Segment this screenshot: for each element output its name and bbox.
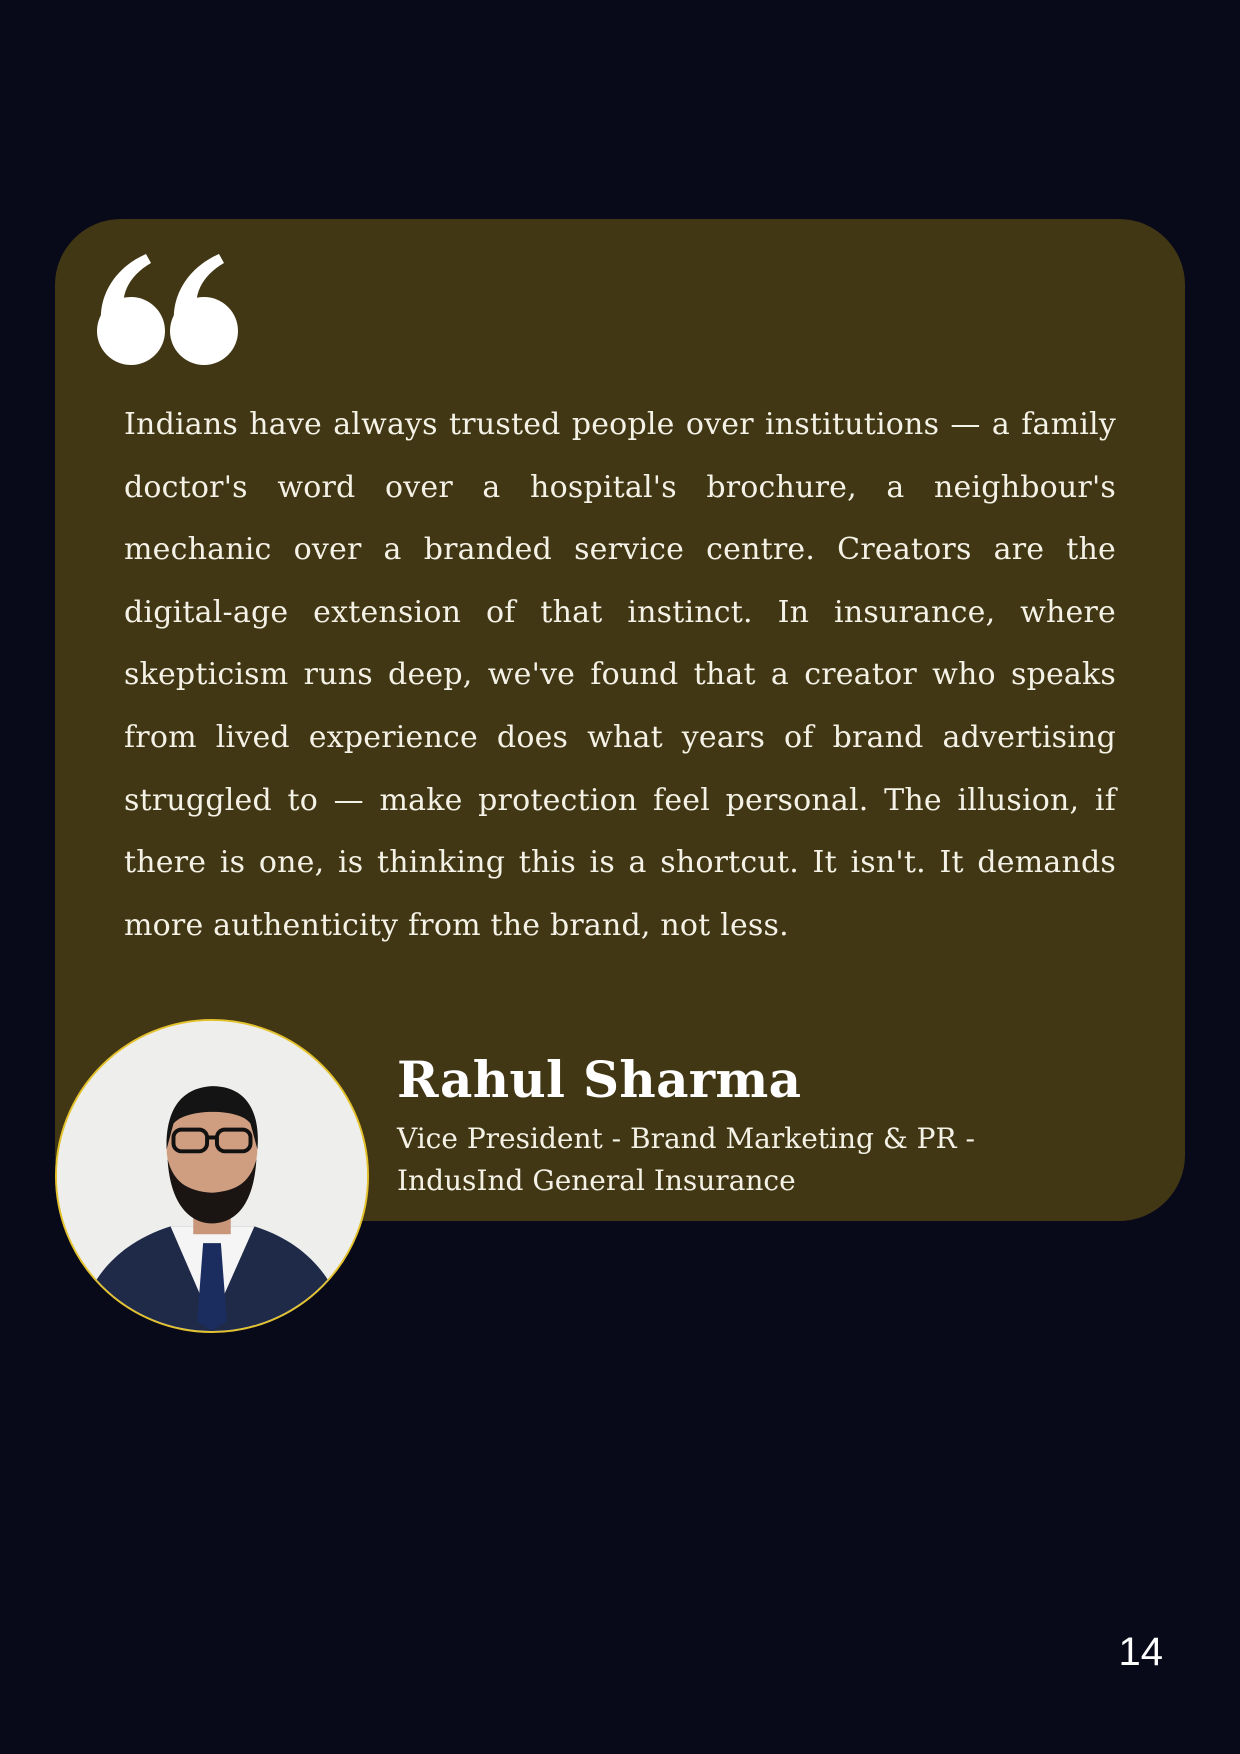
person-name: Rahul Sharma	[397, 1050, 802, 1109]
person-title-line-2: IndusInd General Insurance	[397, 1164, 796, 1197]
avatar	[55, 1019, 369, 1333]
person-photo	[57, 1021, 367, 1331]
person-title-line-1: Vice President - Brand Marketing & PR -	[397, 1122, 975, 1155]
person-title	[397, 1118, 1037, 1202]
page-number: 14	[1118, 1630, 1163, 1674]
quote-text: Indians have always trusted people over institutions — a family doctor's word over a hospital's brochure, a neighbour's mechanic over a branded service centre. Creators are the digital-age extension of that instinct. In insurance, where skepticism runs deep, we've found that a creator who speaks from lived experience does what years of brand advertising struggled to — make protection feel personal. The illusion, if there is one, is thinking this is a shortcut. It isn't. It demands more authenticity from the brand, not less.	[124, 407, 1116, 943]
quote-open-icon	[94, 250, 244, 366]
